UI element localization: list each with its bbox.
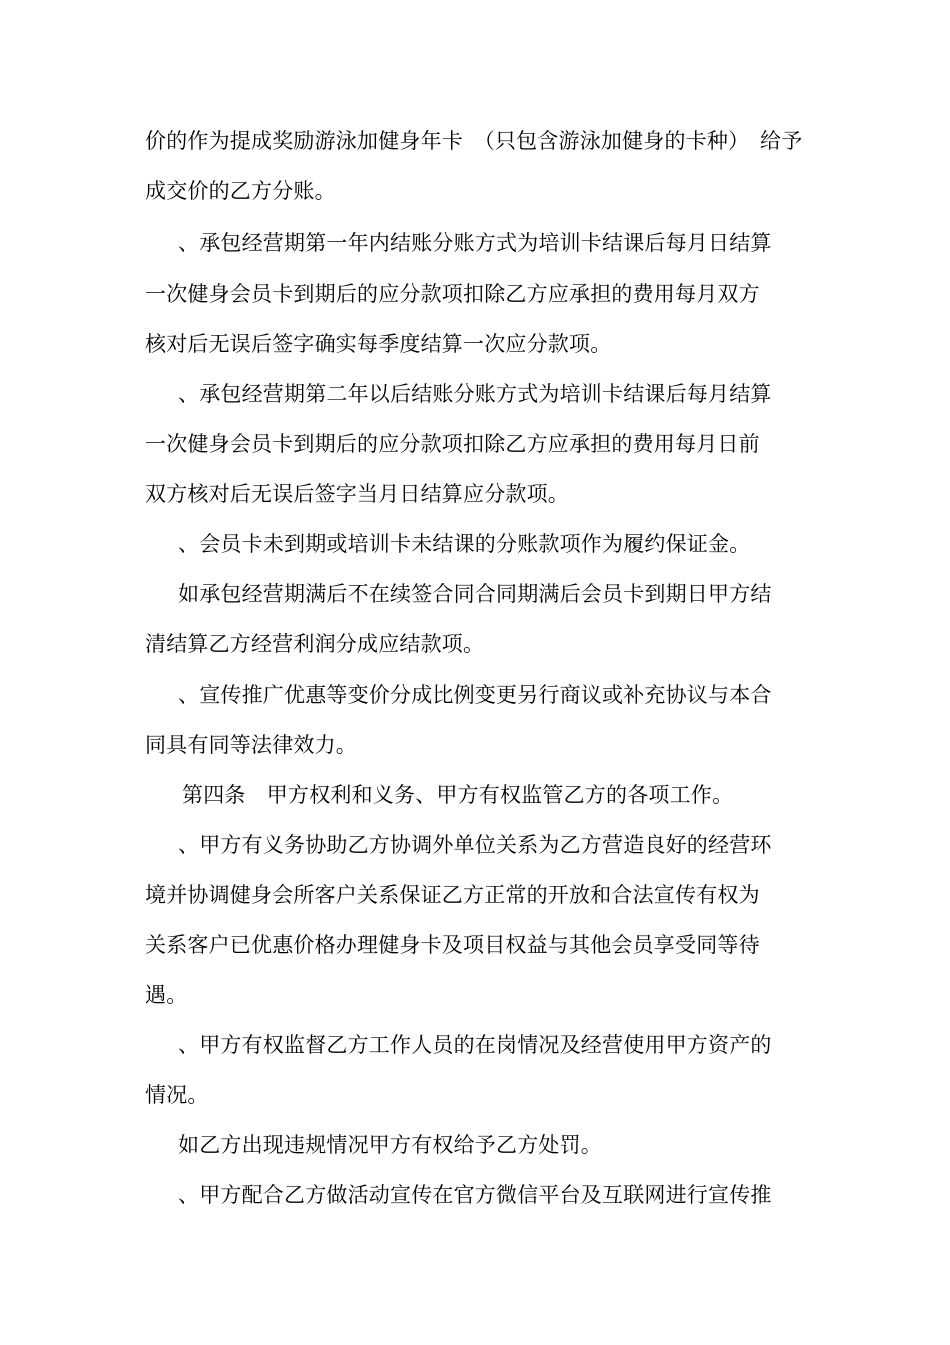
text-line: 清结算乙方经营利润分成应结款项。 (145, 632, 485, 656)
text-line: 双方核对后无误后签字当月日结算应分款项。 (145, 482, 569, 506)
text-line: 如承包经营期满后不在续签合同合同期满后会员卡到期日甲方结 (178, 582, 772, 606)
text-line: 关系客户已优惠价格办理健身卡及项目权益与其他会员享受同等待 (145, 933, 760, 957)
text-line: 遇。 (145, 983, 188, 1007)
text-line: 情况。 (145, 1083, 209, 1107)
text-line: 、承包经营期第二年以后结账分账方式为培训卡结课后每月结算 (178, 382, 772, 406)
text-line: 价的作为提成奖励游泳加健身年卡 （只包含游泳加健身的卡种） 给予 (145, 129, 803, 153)
text-line: 成交价的乙方分账。 (145, 179, 336, 203)
text-line: 、甲方配合乙方做活动宣传在官方微信平台及互联网进行宣传推 (178, 1183, 772, 1207)
text-line: 同具有同等法律效力。 (145, 733, 357, 757)
text-line: 境并协调健身会所客户关系保证乙方正常的开放和合法宣传有权为 (145, 883, 760, 907)
text-line: 一次健身会员卡到期后的应分款项扣除乙方应承担的费用每月双方 (145, 282, 760, 306)
text-line: 如乙方出现违规情况甲方有权给予乙方处罚。 (178, 1133, 602, 1157)
text-line: 核对后无误后签字确实每季度结算一次应分款项。 (145, 332, 612, 356)
section-heading: 第四条 甲方权利和义务、甲方有权监管乙方的各项工作。 (182, 783, 734, 807)
text-line: 、承包经营期第一年内结账分账方式为培训卡结课后每月日结算 (178, 231, 772, 255)
text-line: 、甲方有权监督乙方工作人员的在岗情况及经营使用甲方资产的 (178, 1033, 772, 1057)
text-line: 、会员卡未到期或培训卡未结课的分账款项作为履约保证金。 (178, 532, 751, 556)
text-line: 一次健身会员卡到期后的应分款项扣除乙方应承担的费用每月日前 (145, 432, 760, 456)
text-line: 、甲方有义务协助乙方协调外单位关系为乙方营造良好的经营环 (178, 833, 772, 857)
text-line: 、宣传推广优惠等变价分成比例变更另行商议或补充协议与本合 (178, 683, 772, 707)
